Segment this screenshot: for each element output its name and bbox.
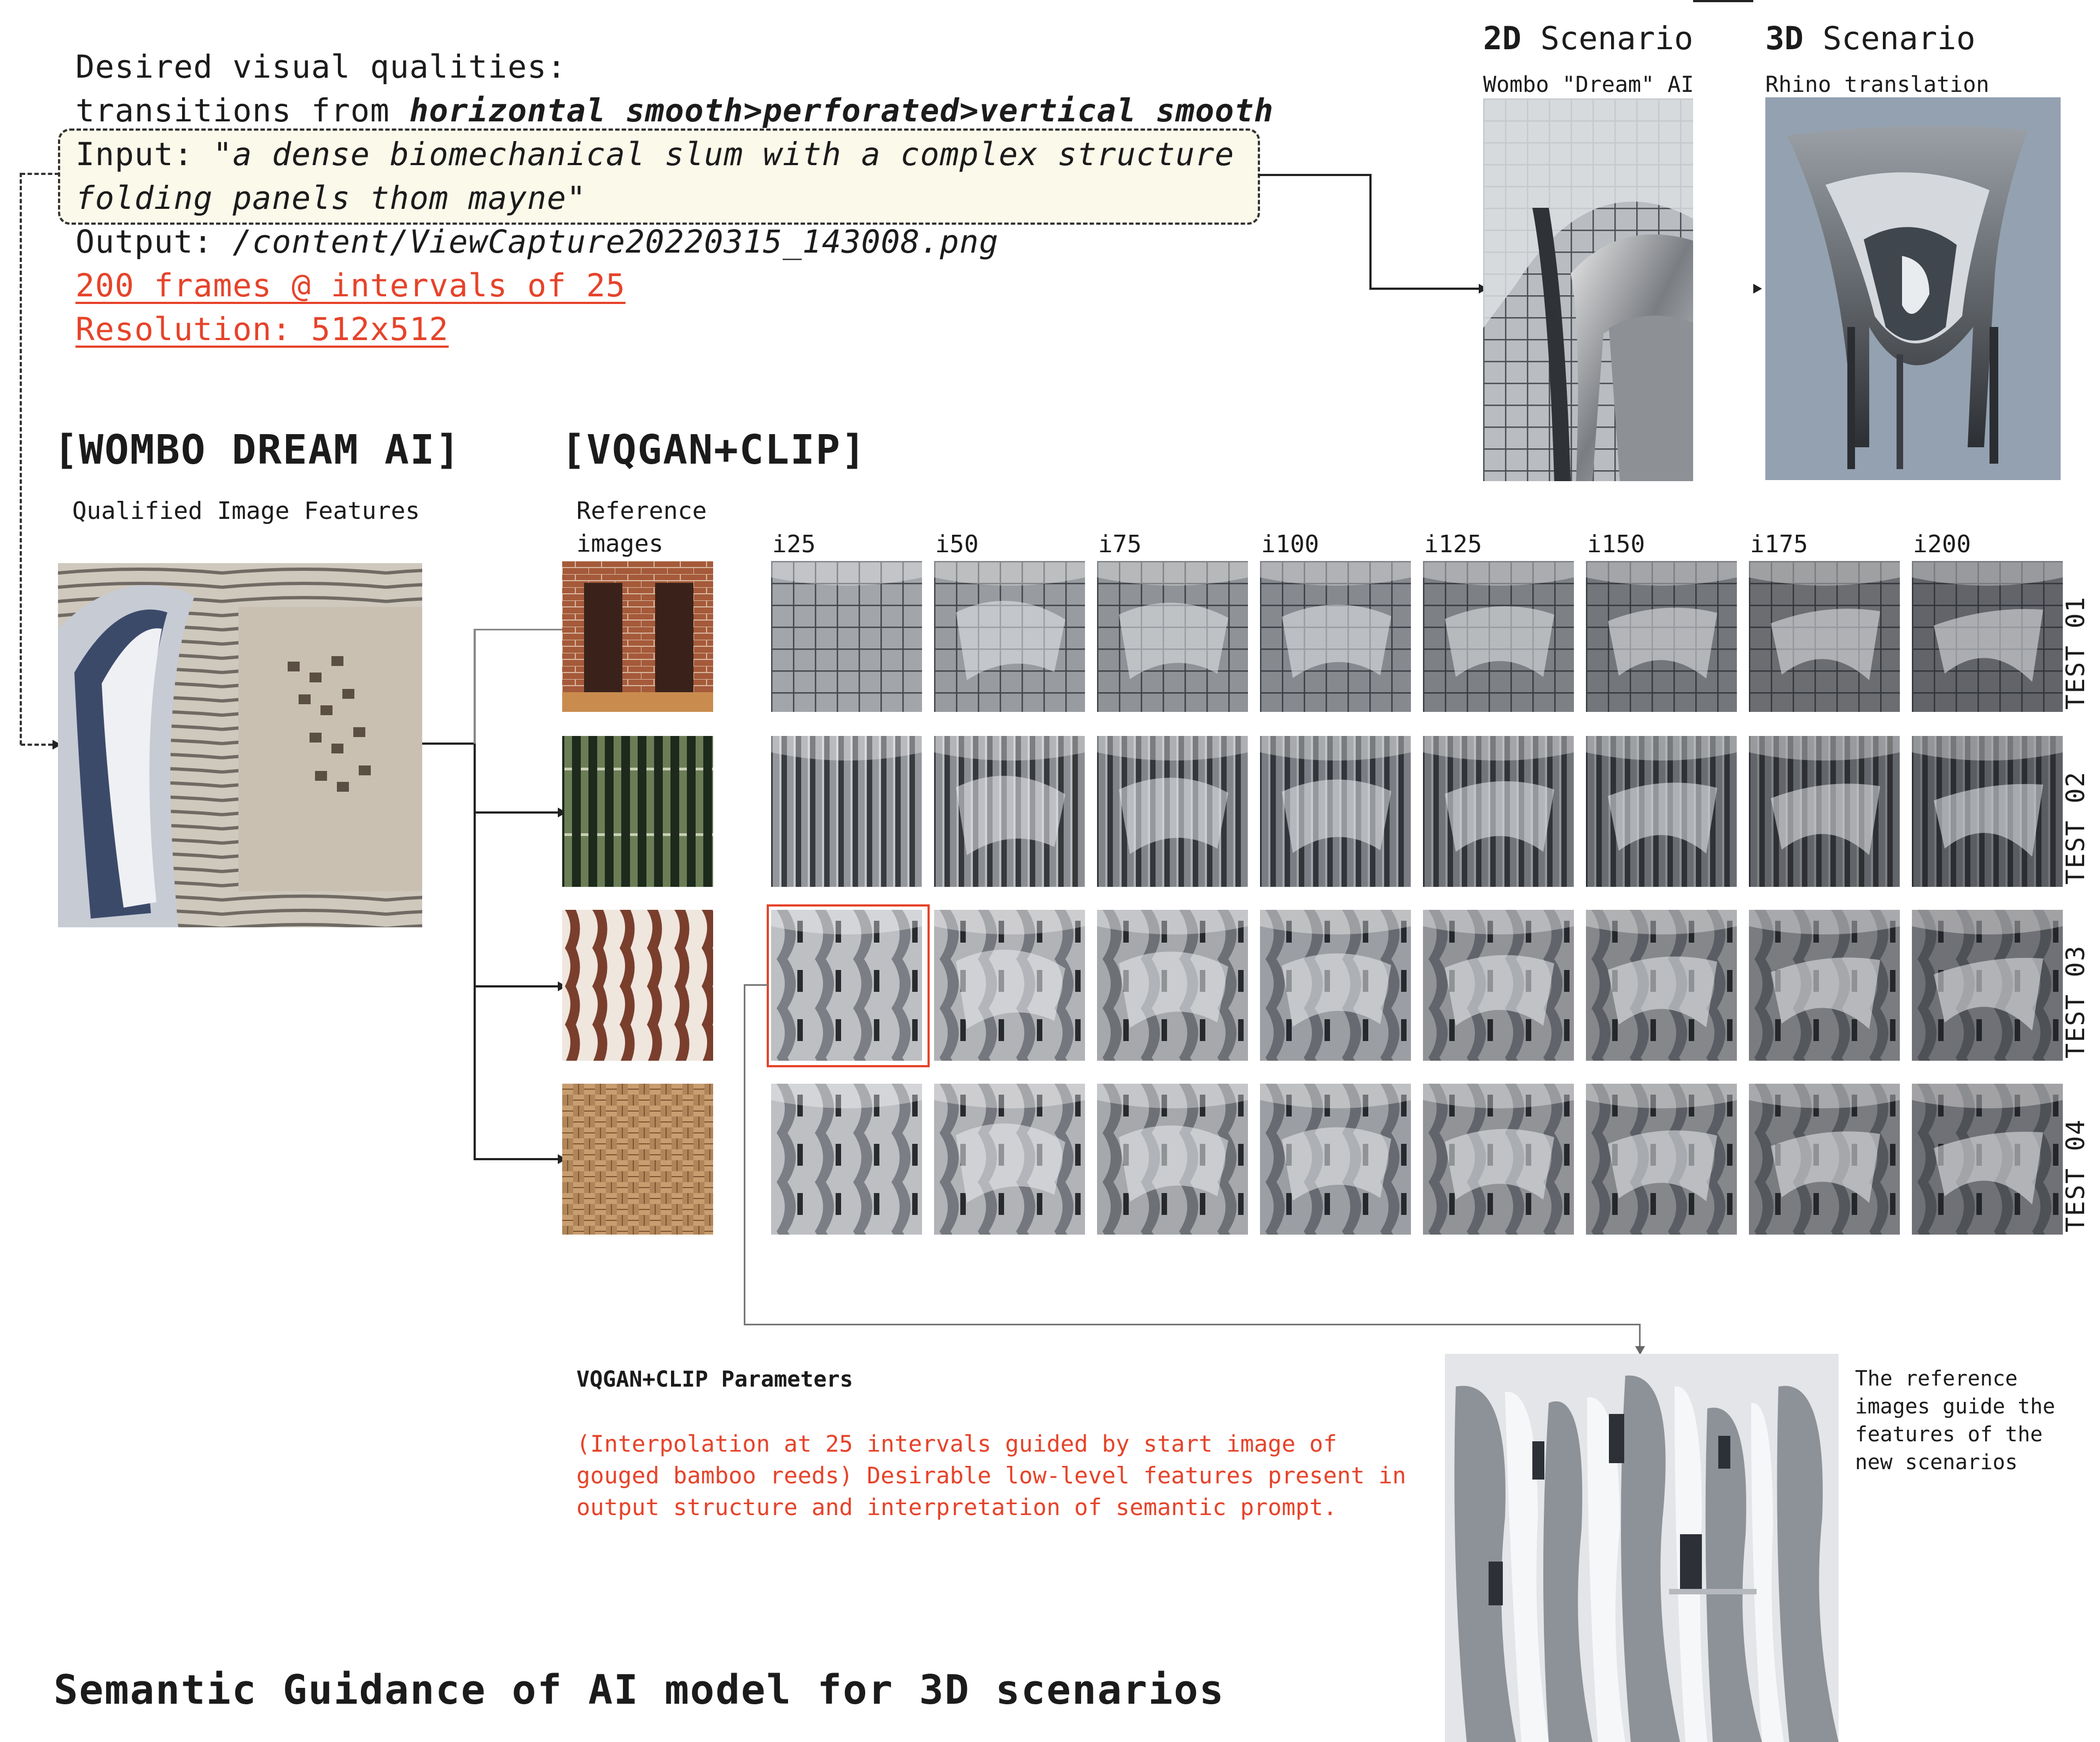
generated-frame-image <box>1912 910 2063 1061</box>
generated-frame-image <box>1097 736 1248 887</box>
parameters-body-line3: output structure and interpretation of semantic prompt. <box>576 1494 1337 1521</box>
woven-reed-reference-image <box>562 1084 713 1235</box>
branch-to-test01-v <box>474 629 476 744</box>
connector-2d-to-3d <box>1693 0 1753 2</box>
gouged-panel-reference-image <box>562 910 713 1061</box>
generated-frame-image <box>1097 1084 1248 1235</box>
detail-output-image <box>1445 1354 1839 1742</box>
generated-frame-image <box>934 561 1085 712</box>
detail-note-line4: new scenarios <box>1855 1450 2018 1474</box>
frames-link[interactable]: 200 frames @ intervals of 25 <box>75 267 626 304</box>
generated-frame-image <box>934 910 1085 1061</box>
generated-frame-image <box>1423 910 1574 1061</box>
scenario-2d-subtitle: Wombo "Dream" AI <box>1483 72 1694 97</box>
generated-frame-image <box>1912 561 2063 712</box>
connector-to-2d-h1 <box>1258 174 1370 176</box>
reference-label <box>576 495 707 560</box>
transition-line <box>75 92 1274 129</box>
generated-frame-image <box>1423 561 1574 712</box>
connector-2d-to-3d-arrow <box>1753 284 1762 294</box>
generated-frame-image <box>1586 736 1737 887</box>
selected-frame-highlight <box>767 904 930 1067</box>
3d-render-image <box>1765 97 2061 480</box>
iteration-label: i50 <box>935 530 979 558</box>
generated-frame-image <box>934 736 1085 887</box>
dashed-connector-vertical <box>20 173 22 745</box>
detail-connector-v1 <box>744 984 745 1325</box>
scenario-2d-title-text: Scenario <box>1521 20 1694 57</box>
ai-generated-facade-image <box>1483 98 1693 481</box>
footer-title: Semantic Guidance of AI model for 3D scenarios <box>54 1667 1225 1714</box>
connector-to-2d-v <box>1369 174 1372 290</box>
detail-note-line1: The reference <box>1855 1366 2018 1390</box>
scenario-2d-bold: 2D <box>1483 20 1521 57</box>
prompt-heading: Desired visual qualities: <box>75 48 567 85</box>
branch-to-test04 <box>474 1158 559 1160</box>
output-prefix: Output: <box>75 223 233 260</box>
scenario-3d-title <box>1765 20 1975 57</box>
generated-frame-image <box>771 1084 922 1235</box>
generated-frame-image <box>1423 736 1574 887</box>
dashed-connector-horizontal-top <box>21 173 59 175</box>
reference-label-line2: images <box>576 530 663 558</box>
dashed-connector-horizontal-bottom <box>21 744 52 746</box>
parameters-body <box>576 1428 1406 1523</box>
output-path: /content/ViewCapture20220315_143008.png <box>232 223 999 260</box>
generated-frame-image <box>1912 736 2063 887</box>
generated-frame-image <box>1749 910 1900 1061</box>
detail-note-line3: features of the <box>1855 1422 2043 1446</box>
scenario-2d-title <box>1483 20 1693 57</box>
input-line-1 <box>75 136 1234 173</box>
scenario-3d-bold: 3D <box>1765 20 1804 57</box>
input-text-2: folding panels thom mayne" <box>75 179 586 217</box>
generated-frame-image <box>1097 561 1248 712</box>
output-line <box>75 223 999 260</box>
input-prefix: Input: <box>75 136 213 173</box>
iteration-label: i100 <box>1261 530 1319 558</box>
reference-label-line1: Reference <box>576 497 707 525</box>
iteration-label: i25 <box>772 530 816 558</box>
generated-frame-image <box>1749 736 1900 887</box>
resolution-link[interactable]: Resolution: 512x512 <box>75 311 449 348</box>
parameters-title: VQGAN+CLIP Parameters <box>576 1367 853 1392</box>
detail-connector-v2 <box>1639 1324 1641 1348</box>
iteration-label: i75 <box>1098 530 1142 558</box>
generated-frame-image <box>771 736 922 887</box>
wombo-subtitle: Qualified Image Features <box>72 497 420 525</box>
wombo-branch-h <box>422 743 476 745</box>
input-line-2 <box>75 179 586 217</box>
generated-frame-image <box>1749 561 1900 712</box>
bamboo-reference-image <box>562 736 713 887</box>
transition-terms: horizontal smooth>perforated>vertical smooth <box>409 92 1274 129</box>
iteration-label: i150 <box>1587 530 1645 558</box>
transition-prefix: transitions from <box>75 92 410 129</box>
branch-to-test03 <box>474 985 559 987</box>
wombo-title: [WOMBO DREAM AI] <box>54 426 461 474</box>
generated-frame-image <box>771 561 922 712</box>
generated-frame-image <box>1912 1084 2063 1235</box>
generated-frame-image <box>1260 736 1411 887</box>
detail-note <box>1855 1365 2055 1476</box>
detail-note-line2: images guide the <box>1855 1394 2056 1418</box>
scenario-3d-subtitle: Rhino translation <box>1765 72 1990 97</box>
qualified-feature-image <box>58 563 422 927</box>
branch-to-test01-h <box>474 629 563 630</box>
connector-to-2d-h2 <box>1369 288 1479 290</box>
vqgan-title: [VQGAN+CLIP] <box>561 426 867 474</box>
test-label: TEST 03 <box>2061 945 2090 1059</box>
generated-frame-image <box>1260 561 1411 712</box>
iteration-label: i200 <box>1913 530 1971 558</box>
generated-frame-image <box>1097 910 1248 1061</box>
generated-frame-image <box>1423 1084 1574 1235</box>
branch-to-test02 <box>474 811 559 814</box>
detail-connector-h2 <box>744 1324 1641 1325</box>
generated-frame-image <box>934 1084 1085 1235</box>
parameters-body-line1: (Interpolation at 25 intervals guided by start image of <box>576 1430 1337 1457</box>
parameters-body-line2: gouged bamboo reeds) Desirable low-level features present in <box>576 1462 1407 1489</box>
generated-frame-image <box>1260 910 1411 1061</box>
generated-frame-image <box>1586 910 1737 1061</box>
detail-connector-h1 <box>744 984 768 986</box>
iteration-label: i175 <box>1750 530 1808 558</box>
wombo-branch-v <box>474 743 476 1159</box>
test-label: TEST 02 <box>2061 771 2090 885</box>
brick-reference-image <box>562 561 713 712</box>
generated-frame-image <box>1586 561 1737 712</box>
scenario-3d-title-text: Scenario <box>1803 20 1976 57</box>
generated-frame-image <box>1749 1084 1900 1235</box>
test-label: TEST 01 <box>2061 596 2090 710</box>
test-label: TEST 04 <box>2061 1119 2090 1232</box>
generated-frame-image <box>1586 1084 1737 1235</box>
iteration-label: i125 <box>1424 530 1482 558</box>
generated-frame-image <box>1260 1084 1411 1235</box>
input-text-1: "a dense biomechanical slum with a complex structure <box>213 136 1235 173</box>
